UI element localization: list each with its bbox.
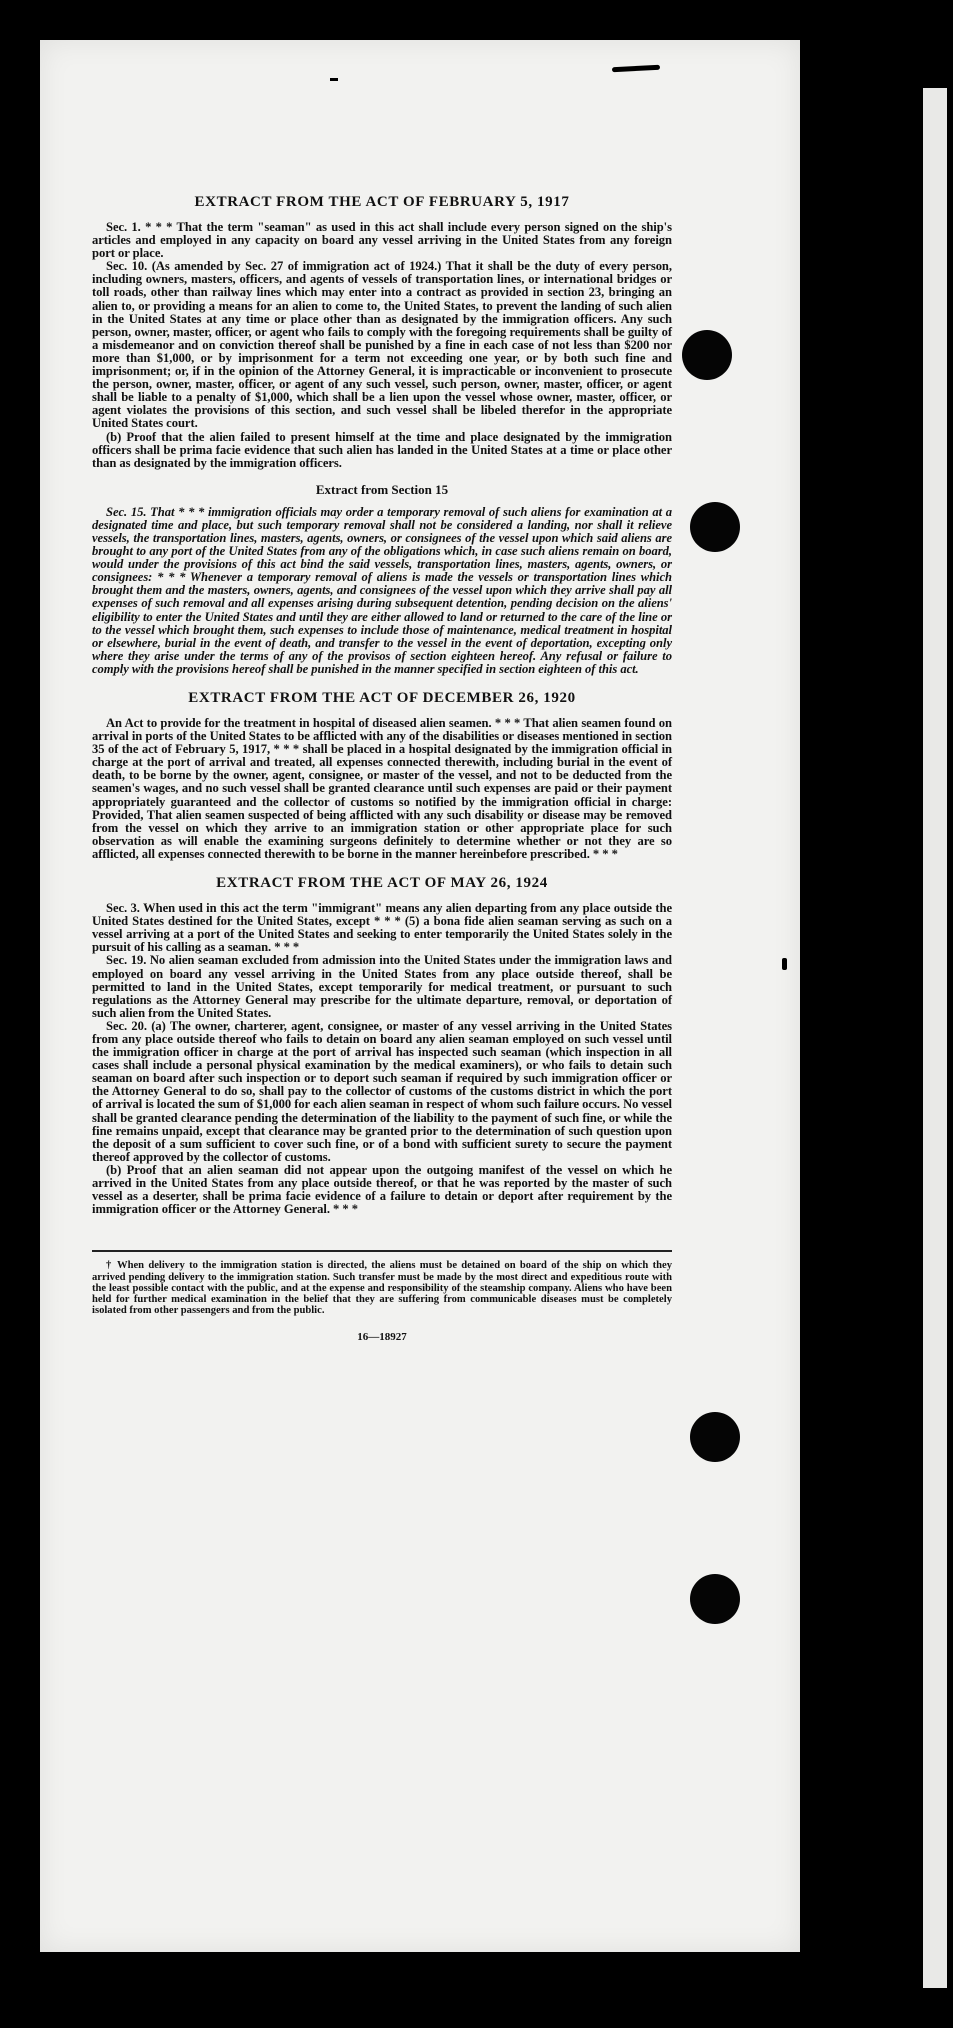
section-heading: EXTRACT FROM THE ACT OF FEBRUARY 5, 1917: [194, 194, 570, 210]
adjacent-page-edge: [923, 88, 947, 1988]
paragraph: (b) Proof that the alien failed to present himself at the time and place designated by the immigration officers shall be prima facie evidence that such alien has landed in the United States at a time or place other than as designated by the immigration officers.: [92, 429, 672, 470]
footnote-separator: [92, 1250, 672, 1252]
paragraph: Sec. 10. (As amended by Sec. 27 of immigration act of 1924.) That it shall be the duty of every person, including owners, masters, officers, and agents of vessels of transportation lines, or international bridges or toll roads, other than railway lines which may enter into a contract as provided in section 23, bringing an alien to, or providing a means for an alien to come to, the United States, to prevent the landing of such alien in the United States at any time or place other than as designated by the immigration officers. Any such person, owner, master, officer, or agent who fails to comply with the foregoing requirements shall be guilty of a misdemeanor and on conviction thereof shall be punished by a fine in each case of not less than $200 nor more than $1,000, or by imprisonment for a term not exceeding one year, or by both such fine and imprisonment; or, if in the opinion of the Attorney General, it is impracticable or inconvenient to prosecute the person, owner, master, officer, or agent of any such vessel, such person, owner, master, officer, or agent shall be liable to a penalty of $1,000, which shall be a lien upon the vessel whose owner, master, officer, or agent violates the provisions of this section, and such vessel shall be libeled therefor in the appropriate United States court.: [92, 259, 672, 431]
footnote: † When delivery to the immigration station is directed, the aliens must be detained on board of the ship on which they arrived pending delivery to the immigration station. Such transfer must be made by the most direct and expeditious route with the least possible contact with the public, and at the expense and responsibility of the steamship company. Aliens who have been held for further medical examination in the belief that they are suffering from communicable diseases must be completely isolated from other passengers and from the public.: [92, 1260, 672, 1317]
paragraph: Sec. 3. When used in this act the term "immigrant" means any alien departing from any place outside the United States destined for the United States, except * * * (5) a bona fide alien seaman serving as such on a vessel arriving at a port of the United States and seeking to enter temporarily the United States solely in the pursuit of his calling as a seaman. * * *: [92, 901, 672, 955]
paragraph: (b) Proof that an alien seaman did not appear upon the outgoing manifest of the vessel on which he arrived in the United States from any place outside thereof, or that he was reported by the master of such vessel as a deserter, shall be prima facie evidence of a failure to detain or deport after requirement by the immigration officer or the Attorney General. * * *: [92, 1162, 672, 1217]
scan-mark: [782, 958, 787, 970]
paragraph: Sec. 20. (a) The owner, charterer, agent, consignee, or master of any vessel arriving in the United States from any place outside thereof who fails to detain on board any alien seaman employed on such vessel until the immigration officer in charge at the port of arrival has inspected such seaman (which inspection in all cases shall include a personal physical examination by the medical examiners), or who fails to detain such seaman on board after such inspection or to deport such seaman if required by such immigration officer or the Attorney General to do so, shall pay to the collector of customs of the customs district in which the port of arrival is located the sum of $1,000 for each alien seaman in respect of whom such failure occurs. No vessel shall be granted clearance pending the determination of the liability to the payment of such fine, or while the fine remains unpaid, except that clearance may be granted prior to the determination of such question upon the deposit of a sum sufficient to cover such fine, or of a bond with sufficient surety to secure the payment thereof approved by the collector of customs.: [92, 1018, 672, 1164]
section-subheading: Extract from Section 15: [315, 481, 449, 497]
punch-hole: [690, 1412, 740, 1462]
section-heading: EXTRACT FROM THE ACT OF MAY 26, 1924: [216, 875, 548, 892]
punch-hole: [690, 1574, 740, 1624]
document-body: [92, 180, 672, 1343]
paragraph: Sec. 19. No alien seaman excluded from admission into the United States under the immigration laws and employed on board any vessel arriving in the United States from any place outside thereof, shall be permitted to land in the United States, except temporarily for medical treatment, or pursuant to such regulations as the Attorney General may prescribe for the ultimate departure, removal, or deportation of such alien from the United States.: [92, 953, 672, 1020]
page-number: 16—18927: [357, 1330, 407, 1343]
section-heading: EXTRACT FROM THE ACT OF DECEMBER 26, 1920: [188, 690, 576, 706]
paragraph: Sec. 15. That * * * immigration officials may order a temporary removal of such aliens for examination at a designated time and place, but such temporary removal shall not be considered a landing, nor shall it relieve vessels, the transportation lines, masters, agents, owners, or consignees of the vessel upon which said aliens are brought to any port of the United States from any of the obligations which, in case such aliens remain on board, would under the provisions of this act bind the said vessels, transportation lines, masters, agents, owners, or consignees: * * * Whenever a temporary removal of aliens is made the vessels or transportation lines which brought them and the masters, owners, agents, and consignees of the vessel upon which they arrive shall pay all expenses of such removal and all expenses arising during subsequent detention, pending decision on the aliens' eligibility to enter the United States and until they are either allowed to land or returned to the care of the line or to the vessel which brought them, such expenses to include those of maintenance, medical treatment in hospital or elsewhere, burial in the event of death, and transfer to the vessel in the event of deportation, excepting only where they arise under the terms of any of the provisos of section eighteen hereof. Any refusal or failure to comply with the provisions hereof shall be punished in the manner specified in section eighteen of this act.: [92, 504, 672, 676]
punch-hole: [682, 330, 732, 380]
paragraph: Sec. 1. * * * That the term "seaman" as used in this act shall include every person signed on the ship's articles and employed in any capacity on board any vessel arriving in the United States from any foreign port or place.: [92, 220, 672, 261]
scan-mark: [330, 78, 338, 81]
scan-mark: [876, 1470, 882, 1488]
punch-hole: [690, 502, 740, 552]
paragraph: An Act to provide for the treatment in hospital of diseased alien seamen. * * * That alien seamen found on arrival in ports of the United States to be afflicted with any of the disabilities or diseases mentioned in section 35 of the act of February 5, 1917, * * * shall be placed in a hospital designated by the immigration official in charge at the port of arrival and treated, all expenses connected therewith, including burial in the event of death, to be borne by the owner, agent, consignee, or master of the vessel, and not to be deducted from the seamen's wages, and no such vessel shall be granted clearance until such expenses are paid or their payment appropriately guaranteed and the collector of customs so notified by the immigration official in charge: Provided, That alien seamen suspected of being afflicted with any such disability or disease may be removed from the vessel on which they arrive to an immigration station or other appropriate place for such observation as will enable the examining surgeons definitely to determine whether or not they are so afflicted, all expenses connected therewith to be borne in the manner hereinbefore prescribed. * * *: [92, 716, 672, 861]
